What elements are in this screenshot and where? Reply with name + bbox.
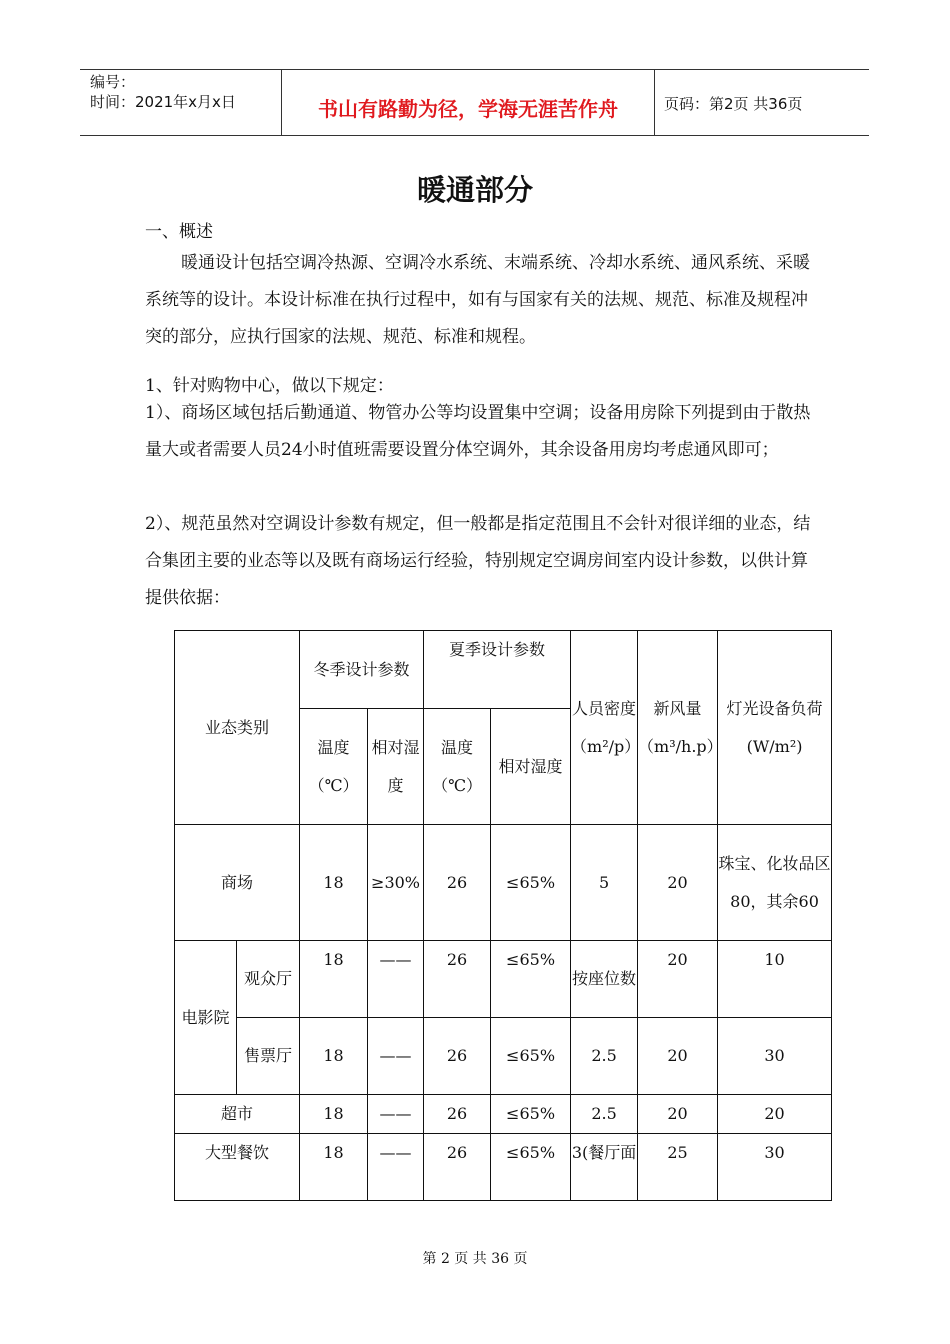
cell: 20 — [638, 1018, 718, 1095]
header-winter-temp: 温度（℃） — [300, 709, 368, 825]
cell: 30 — [718, 1018, 832, 1095]
doc-time-label: 时间：2021年x月x日 — [90, 93, 236, 111]
cell: 3(餐厅面 — [571, 1134, 638, 1201]
header-summer-temp: 温度（℃） — [424, 709, 491, 825]
cell: 26 — [424, 1018, 491, 1095]
header-summer: 夏季设计参数 — [424, 631, 571, 709]
cell: 18 — [300, 1018, 368, 1095]
page-title: 暖通部分 — [416, 173, 533, 207]
header-fresh-air: 新风量（m³/h.p） — [638, 631, 718, 825]
header-divider — [654, 69, 655, 135]
cell: 珠宝、化妆品区80，其余60 — [718, 825, 832, 941]
cell: 按座位数 — [571, 941, 638, 1018]
table-row — [175, 825, 832, 941]
cell: 26 — [424, 825, 491, 941]
cell: 26 — [424, 941, 491, 1018]
cell: 18 — [300, 1095, 368, 1134]
cell: 30 — [718, 1134, 832, 1201]
cell: ≤65% — [491, 941, 571, 1018]
cell: 18 — [300, 1134, 368, 1201]
header-load: 灯光设备负荷(W/m²) — [718, 631, 832, 825]
cell: 10 — [718, 941, 832, 1018]
row-category: 超市 — [175, 1095, 300, 1134]
row-subcategory: 售票厅 — [237, 1018, 300, 1095]
cell: ≤65% — [491, 1134, 571, 1201]
header-winter-humidity: 相对湿度 — [368, 709, 424, 825]
header-category: 业态类别 — [175, 631, 300, 825]
header-density: 人员密度（m²/p） — [571, 631, 638, 825]
row-group: 电影院 — [175, 941, 237, 1095]
cell: ≤65% — [491, 825, 571, 941]
cell: 26 — [424, 1134, 491, 1201]
cell: —— — [368, 1095, 424, 1134]
header-winter: 冬季设计参数 — [300, 631, 424, 709]
cell: ≥30% — [368, 825, 424, 941]
table-row — [175, 1018, 832, 1095]
section-heading: 一、概述 — [145, 222, 213, 242]
design-parameter-table — [174, 630, 832, 1201]
table-row — [175, 941, 832, 1018]
cell: 2.5 — [571, 1095, 638, 1134]
header-bottom-rule — [80, 135, 869, 136]
cell: 20 — [718, 1095, 832, 1134]
header-summer-humidity: 相对湿度 — [491, 709, 571, 825]
rule-item-1-2: 2）、规范虽然对空调设计参数有规定，但一般都是指定范围且不会针对很详细的业态，结合集团主要的业态等以及既有商场运行经验，特别规定空调房间室内设计参数，以供计算提供依据： — [145, 514, 811, 608]
cell: 20 — [638, 825, 718, 941]
cell: ≤65% — [491, 1095, 571, 1134]
cell: 5 — [571, 825, 638, 941]
page-footer: 第 2 页 共 36 页 — [422, 1251, 528, 1267]
table-row — [175, 1095, 832, 1134]
rule-item-1: 1、针对购物中心，做以下规定： — [145, 376, 394, 396]
row-category: 商场 — [175, 825, 300, 941]
cell: —— — [368, 941, 424, 1018]
cell: 25 — [638, 1134, 718, 1201]
cell: —— — [368, 1018, 424, 1095]
cell: 26 — [424, 1095, 491, 1134]
doc-number-label: 编号： — [90, 73, 136, 91]
rule-item-1-1: 1）、商场区域包括后勤通道、物管办公等均设置集中空调；设备用房除下列提到由于散热量大或者需要人员24小时值班需要设置分体空调外，其余设备用房均考虑通风即可； — [145, 403, 811, 460]
cell: 18 — [300, 941, 368, 1018]
cell: 20 — [638, 941, 718, 1018]
row-subcategory: 观众厅 — [237, 941, 300, 1018]
cell: —— — [368, 1134, 424, 1201]
cell: ≤65% — [491, 1018, 571, 1095]
row-category: 大型餐饮 — [175, 1134, 300, 1201]
header-motto: 书山有路勤为径，学海无涯苦作舟 — [318, 97, 618, 121]
cell: 20 — [638, 1095, 718, 1134]
header-page-number: 页码：第2页 共36页 — [664, 95, 803, 113]
header-meta — [90, 72, 236, 112]
header-top-rule — [80, 69, 869, 70]
cell: 18 — [300, 825, 368, 941]
intro-paragraph: 暖通设计包括空调冷热源、空调冷水系统、末端系统、冷却水系统、通风系统、采暖系统等的设计。本设计标准在执行过程中，如有与国家有关的法规、规范、标准及规程冲突的部分，应执行国家的法规、规范、标准和规程。 — [145, 253, 810, 347]
cell: 2.5 — [571, 1018, 638, 1095]
table-row — [175, 1134, 832, 1201]
